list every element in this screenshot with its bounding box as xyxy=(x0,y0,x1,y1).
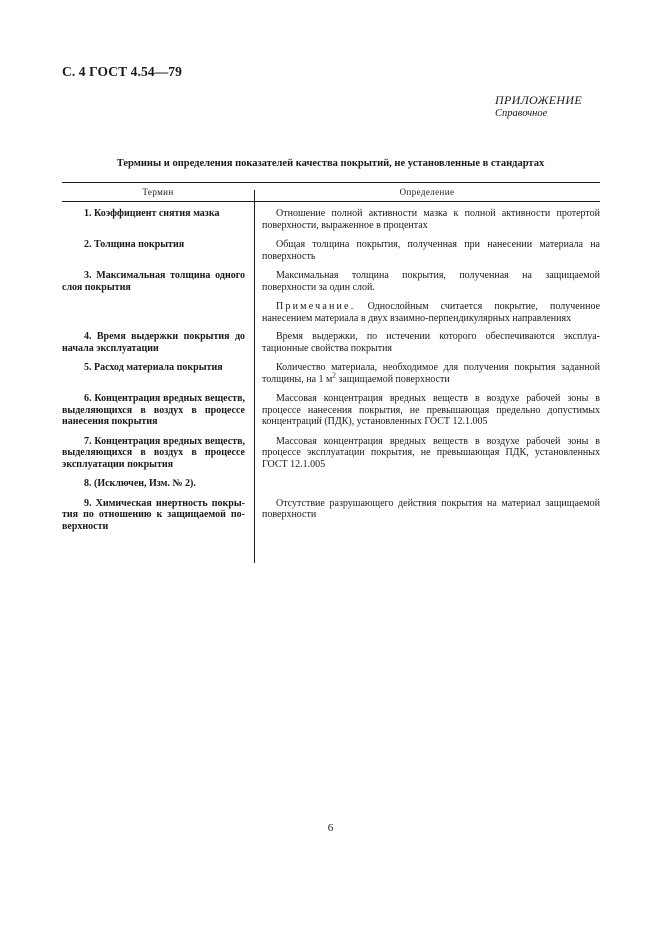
table-row xyxy=(62,362,600,385)
term-cell: 3. Максимальная толщина одного слоя покрытия xyxy=(62,270,245,293)
note-text: Однослойным считается покрытие, полученное нанесением материала в двух взаимно-перпендикулярных направлениях xyxy=(262,301,601,324)
column-divider xyxy=(254,190,255,563)
table-row xyxy=(62,331,600,354)
term-cell-empty xyxy=(62,301,254,324)
definition-cell: Максимальная толщина покрытия, полученная на защищаемой поверхности за один слой. xyxy=(262,270,600,293)
definition-text: защищаемой поверхности xyxy=(335,373,450,385)
page-title: Термины и определения показателей качества покрытий, не установленные в стандартах xyxy=(116,158,545,169)
definition-text: Количество материала, необходимое для получения покрытия заданной толщины, на 1 м xyxy=(262,362,600,385)
appendix-subtitle: Справочное xyxy=(495,108,548,119)
definition-cell: Время выдержки, по истечении которого обеспечиваются эксплуатационные свойства покрытия xyxy=(262,331,600,354)
definition-cell: Общая толщина покрытия, полученная при нанесении материала на поверхность xyxy=(262,239,600,262)
table-body xyxy=(62,208,600,532)
appendix-title: ПРИЛОЖЕНИЕ xyxy=(495,93,582,107)
table-row xyxy=(62,239,600,262)
table-row xyxy=(62,498,600,533)
term-cell: 9. Химическая инертность покрытия по отношению к защищаемой поверхности xyxy=(62,497,245,532)
term-cell: 6. Концентрация вредных веществ, выделяющихся в воздух в процессе нанесения покрытия xyxy=(62,393,245,427)
column-header-term: Термин xyxy=(142,187,174,197)
definition-cell-empty xyxy=(254,478,600,490)
definition-cell: Отношение полной активности мазка к полной активности протертой поверхности, выраженное в процентах xyxy=(262,208,600,231)
definition-cell: Отсутствие разрушающего действия покрытия на материал защищаемой поверхности xyxy=(262,497,600,520)
table-row xyxy=(62,436,600,471)
term-cell: 1. Коэффициент снятия мазка xyxy=(84,208,220,219)
page-number: 6 xyxy=(327,822,334,834)
table-row xyxy=(62,208,600,231)
term-cell: 7. Концентрация вредных веществ, выделяющихся в воздух в процессе эксплуатации покрытия xyxy=(62,435,245,470)
term-cell: 4. Время выдержки покрытия до начала эксплуатации xyxy=(62,331,245,354)
table-row-note xyxy=(62,301,600,324)
term-cell: 8. (Исключен, Изм. № 2). xyxy=(84,478,196,489)
terms-table xyxy=(62,182,600,532)
table-row xyxy=(62,270,600,293)
table-row xyxy=(62,393,600,428)
table-row xyxy=(62,478,600,490)
appendix-label xyxy=(495,94,582,120)
definition-cell xyxy=(254,362,600,385)
definition-cell: Массовая концентрация вредных веществ в воздухе рабочей зоны в процессе эксплуатации покрытия, не превышающая ПДК, установленных ГОСТ 12.1.005 xyxy=(262,435,600,470)
note-label: Примечание. xyxy=(276,301,356,312)
term-cell: 2. Толщина покрытия xyxy=(84,239,185,250)
term-cell: 5. Расход материала покрытия xyxy=(84,362,223,373)
note-cell xyxy=(254,301,600,324)
definition-cell: Массовая концентрация вредных веществ в воздухе рабочей зоны в процессе нанесения покрытия, не превышающая предельно допустимых концентраций (ПДК), установленных ГОСТ 12.1.005 xyxy=(262,393,600,427)
document-header: С. 4 ГОСТ 4.54—79 xyxy=(62,64,182,79)
table-header xyxy=(62,182,600,202)
superscript: 2 xyxy=(332,371,336,380)
column-header-definition: Определение xyxy=(399,187,455,197)
